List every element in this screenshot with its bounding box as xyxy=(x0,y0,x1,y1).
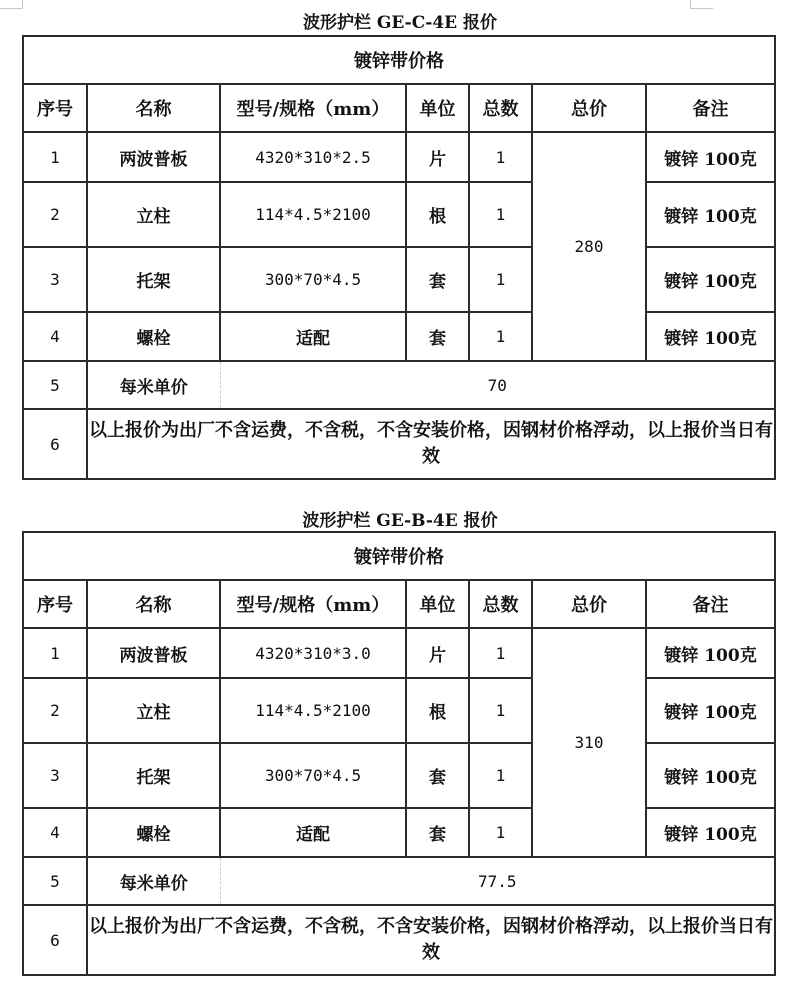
row-remark: 镀锌 100克 xyxy=(646,132,775,182)
section-header: 镀锌带价格 xyxy=(23,532,775,580)
table-row xyxy=(23,312,775,361)
row-spec: 114*4.5*2100 xyxy=(220,182,406,247)
quote-note: 以上报价为出厂不含运费，不含税，不含安装价格，因钢材价格浮动，以上报价当日有效 xyxy=(87,409,775,479)
row-spec: 300*70*4.5 xyxy=(220,743,406,808)
col-header-name: 名称 xyxy=(87,580,220,628)
row-no: 1 xyxy=(23,132,87,182)
quote-title-ge-c-4e: 波形护栏 GE-C-4E 报价 xyxy=(302,13,498,33)
row-qty: 1 xyxy=(469,182,532,247)
row-unit: 套 xyxy=(406,312,469,361)
quote-table-ge-b-4e xyxy=(22,531,776,976)
row-unit: 套 xyxy=(406,247,469,312)
row-unit: 片 xyxy=(406,132,469,182)
quote-note: 以上报价为出厂不含运费，不含税，不含安装价格，因钢材价格浮动，以上报价当日有效 xyxy=(87,905,775,975)
row-remark: 镀锌 100克 xyxy=(646,743,775,808)
row-qty: 1 xyxy=(469,247,532,312)
row-no: 1 xyxy=(23,628,87,678)
col-header-name: 名称 xyxy=(87,84,220,132)
col-header-qty: 总数 xyxy=(469,84,532,132)
row-remark: 镀锌 100克 xyxy=(646,678,775,743)
table-row xyxy=(23,808,775,857)
col-header-spec: 型号/规格（mm） xyxy=(220,84,406,132)
table-row xyxy=(23,743,775,808)
row-remark: 镀锌 100克 xyxy=(646,312,775,361)
per-meter-row xyxy=(23,857,775,905)
row-spec: 4320*310*3.0 xyxy=(220,628,406,678)
row-unit: 套 xyxy=(406,808,469,857)
table-row xyxy=(23,132,775,182)
row-name: 立柱 xyxy=(87,678,220,743)
row-name: 两波普板 xyxy=(87,132,220,182)
per-meter-price: 77.5 xyxy=(220,857,775,905)
row-no: 3 xyxy=(23,743,87,808)
row-no: 3 xyxy=(23,247,87,312)
row-no: 2 xyxy=(23,182,87,247)
col-header-remark: 备注 xyxy=(646,84,775,132)
table-row xyxy=(23,678,775,743)
quote-table-ge-c-4e xyxy=(22,35,776,480)
row-spec: 适配 xyxy=(220,312,406,361)
row-remark: 镀锌 100克 xyxy=(646,247,775,312)
row-name: 立柱 xyxy=(87,182,220,247)
row-no: 4 xyxy=(23,312,87,361)
total-price: 280 xyxy=(532,132,646,361)
row-spec: 适配 xyxy=(220,808,406,857)
row-name: 螺栓 xyxy=(87,312,220,361)
row-unit: 片 xyxy=(406,628,469,678)
row-name: 托架 xyxy=(87,247,220,312)
row-unit: 根 xyxy=(406,182,469,247)
row-name: 螺栓 xyxy=(87,808,220,857)
row-name: 两波普板 xyxy=(87,628,220,678)
row-qty: 1 xyxy=(469,808,532,857)
row-no: 6 xyxy=(23,409,87,479)
col-header-qty: 总数 xyxy=(469,580,532,628)
row-no: 6 xyxy=(23,905,87,975)
column-header-row xyxy=(23,580,775,628)
row-no: 5 xyxy=(23,857,87,905)
col-header-total-price: 总价 xyxy=(532,84,646,132)
col-header-remark: 备注 xyxy=(646,580,775,628)
col-header-no: 序号 xyxy=(23,580,87,628)
row-spec: 4320*310*2.5 xyxy=(220,132,406,182)
note-row xyxy=(23,905,775,975)
per-meter-price: 70 xyxy=(220,361,775,409)
col-header-unit: 单位 xyxy=(406,580,469,628)
row-name: 托架 xyxy=(87,743,220,808)
column-header-row xyxy=(23,84,775,132)
section-header: 镀锌带价格 xyxy=(23,36,775,84)
row-no: 5 xyxy=(23,361,87,409)
row-remark: 镀锌 100克 xyxy=(646,182,775,247)
row-no: 2 xyxy=(23,678,87,743)
col-header-no: 序号 xyxy=(23,84,87,132)
per-meter-label: 每米单价 xyxy=(87,857,220,905)
row-remark: 镀锌 100克 xyxy=(646,628,775,678)
per-meter-label: 每米单价 xyxy=(87,361,220,409)
row-spec: 300*70*4.5 xyxy=(220,247,406,312)
row-qty: 1 xyxy=(469,132,532,182)
row-spec: 114*4.5*2100 xyxy=(220,678,406,743)
row-qty: 1 xyxy=(469,743,532,808)
col-header-total-price: 总价 xyxy=(532,580,646,628)
row-remark: 镀锌 100克 xyxy=(646,808,775,857)
row-qty: 1 xyxy=(469,678,532,743)
table-row xyxy=(23,628,775,678)
row-unit: 套 xyxy=(406,743,469,808)
col-header-spec: 型号/规格（mm） xyxy=(220,580,406,628)
col-header-unit: 单位 xyxy=(406,84,469,132)
row-qty: 1 xyxy=(469,628,532,678)
note-row xyxy=(23,409,775,479)
table-row xyxy=(23,182,775,247)
table-row xyxy=(23,247,775,312)
per-meter-row xyxy=(23,361,775,409)
total-price: 310 xyxy=(532,628,646,857)
row-no: 4 xyxy=(23,808,87,857)
quote-title-ge-b-4e: 波形护栏 GE-B-4E 报价 xyxy=(302,511,498,531)
row-qty: 1 xyxy=(469,312,532,361)
row-unit: 根 xyxy=(406,678,469,743)
